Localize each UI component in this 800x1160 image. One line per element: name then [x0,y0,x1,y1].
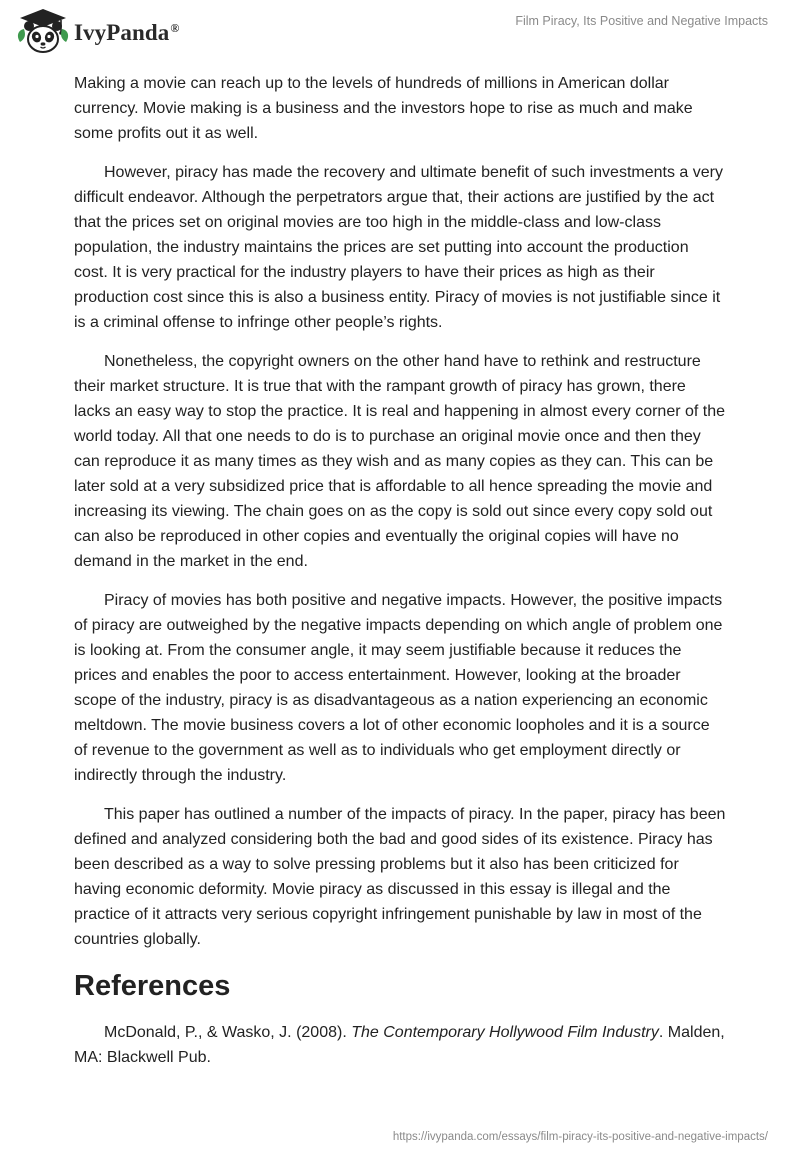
paragraph-5: This paper has outlined a number of the impacts of piracy. In the paper, piracy has been defined and analyzed considering both the bad and good sides of its existence. Piracy has been described as a way to solve pressing problems but it also has been criticized for having economic deformity. Movie piracy as discussed in this essay is illegal and the practice of it attracts very serious copyright infringement punishable by law in most of the countries globally. [74,806,726,948]
references-heading: References [74,970,231,1002]
reference-authors: McDonald, P., & Wasko, J. (2008). [104,1024,352,1041]
registered-mark: ® [170,21,180,35]
reference-title: The Contemporary Hollywood Film Industry [351,1024,659,1041]
panda-graduate-icon [16,8,70,56]
page-header [0,0,800,70]
essay-content [74,71,726,1084]
paragraph-3: Nonetheless, the copyright owners on the other hand have to rethink and restructure their market structure. It is true that with the rampant growth of piracy has grown, there lacks an easy way to stop the practice. It is real and happening in almost every corner of the world today. All that one needs to do is to purchase an original movie once and then they can reproduce it as many times as they wish and as many copies as they can. This can be later sold at a very subsidized price that is affordable to all hence spreading the movie and increasing its viewing. The chain goes on as the copy is sold out since every copy sold out can also be reproduced in other copies and eventually the original copies will have no demand in the market in the end. [74,353,726,570]
paragraph-1: Making a movie can reach up to the levels of hundreds of millions in American dollar currency. Movie making is a business and the investors hope to rise as much and make some profits out it as well. [74,75,693,142]
paragraph-4: Piracy of movies has both positive and negative impacts. However, the positive impacts of piracy are outweighed by the negative impacts depending on which angle of problem one is looking at. From the consumer angle, it may seem justifiable because it reduces the prices and enables the poor to access entertainment. However, looking at the broader scope of the industry, piracy is as disadvantageous as a nation experiencing an economic meltdown. The movie business covers a lot of other economic loopholes and it is a source of revenue to the government as well as to individuals who get employment directly or indirectly through the industry. [74,592,723,784]
source-url[interactable]: https://ivypanda.com/essays/film-piracy-its-positive-and-negative-impacts/ [392,1131,768,1143]
reference-publisher: . Malden, MA: Blackwell Pub. [74,1024,725,1066]
paragraph-2: However, piracy has made the recovery and ultimate benefit of such investments a very difficult endeavor. Although the perpetrators argue that, their actions are justified by the act that the prices set on original movies are too high in the middle-class and low-class population, the industry maintains the prices are set putting into account the production cost. It is very practical for the industry players to have their prices as high as their production cost since this is also a business entity. Piracy of movies is not justifiable since it is a criminal offense to infringe other people’s rights. [74,164,723,331]
ivypanda-logo[interactable] [16,8,179,56]
brand-name: IvyPanda® [74,20,180,45]
reference-entry [74,1020,726,1070]
document-title: Film Piracy, Its Positive and Negative Impacts [515,14,768,28]
